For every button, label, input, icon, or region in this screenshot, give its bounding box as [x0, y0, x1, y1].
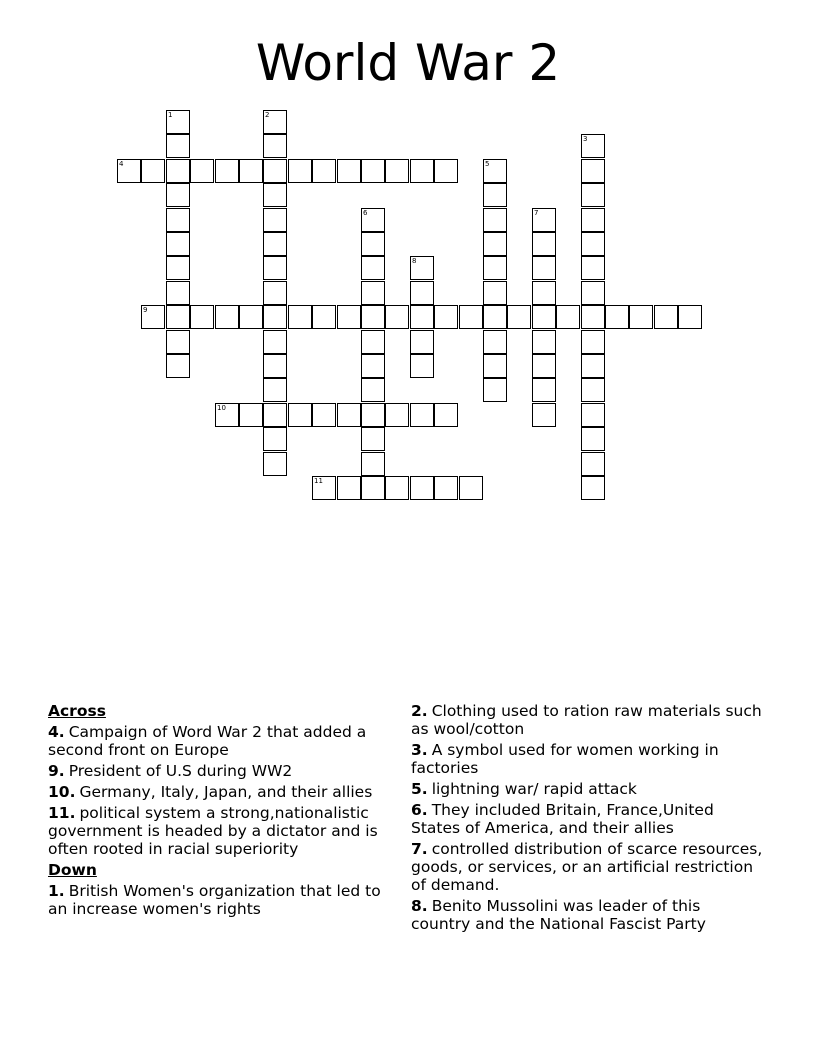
clue-down-8 — [411, 897, 763, 933]
grid-cell[interactable] — [532, 208, 556, 232]
grid-cell[interactable] — [166, 183, 190, 207]
grid-cell[interactable] — [483, 183, 507, 207]
cell-number: 11 — [314, 477, 323, 485]
grid-cell[interactable] — [166, 208, 190, 232]
clue-text: Campaign of Word War 2 that added a second front on Europe — [48, 723, 367, 759]
cell-number: 10 — [217, 404, 226, 412]
grid-cell[interactable] — [581, 281, 605, 305]
grid-cell[interactable] — [581, 452, 605, 476]
clue-text: Germany, Italy, Japan, and their allies — [79, 783, 373, 801]
grid-cell[interactable] — [263, 208, 287, 232]
grid-cell[interactable] — [263, 378, 287, 402]
grid-cell[interactable] — [483, 330, 507, 354]
grid-cell[interactable] — [629, 305, 653, 329]
grid-cell[interactable] — [385, 305, 409, 329]
grid-cell[interactable] — [581, 159, 605, 183]
clue-number: 9. — [48, 762, 65, 780]
cell-number: 1 — [168, 111, 173, 119]
clue-text: A symbol used for women working in factories — [411, 741, 719, 777]
grid-cell[interactable] — [581, 305, 605, 329]
grid-cell[interactable] — [312, 403, 336, 427]
clue-number: 8. — [411, 897, 428, 915]
grid-cell[interactable] — [532, 232, 556, 256]
grid-cell[interactable] — [483, 305, 507, 329]
grid-cell[interactable] — [263, 281, 287, 305]
grid-cell[interactable] — [215, 305, 239, 329]
grid-cell[interactable] — [532, 256, 556, 280]
grid-cell[interactable] — [532, 281, 556, 305]
grid-cell[interactable] — [117, 159, 141, 183]
grid-cell[interactable] — [361, 256, 385, 280]
grid-cell[interactable] — [581, 256, 605, 280]
cell-number: 4 — [119, 160, 124, 168]
grid-cell[interactable] — [581, 427, 605, 451]
grid-cell[interactable] — [361, 476, 385, 500]
clue-text: Benito Mussolini was leader of this country and the National Fascist Party — [411, 897, 706, 933]
grid-cell[interactable] — [581, 378, 605, 402]
grid-cell[interactable] — [532, 330, 556, 354]
clue-text: political system a strong,nationalistic government is headed by a dictator and is often rooted in racial superiority — [48, 804, 378, 858]
grid-cell[interactable] — [532, 305, 556, 329]
clue-across-10 — [48, 783, 404, 801]
grid-cell[interactable] — [581, 476, 605, 500]
grid-cell[interactable] — [263, 159, 287, 183]
grid-cell[interactable] — [361, 330, 385, 354]
clue-text: They included Britain, France,United States of America, and their allies — [411, 801, 714, 837]
grid-cell[interactable] — [239, 305, 263, 329]
grid-cell[interactable] — [459, 305, 483, 329]
grid-cell[interactable] — [215, 403, 239, 427]
clue-number: 2. — [411, 702, 428, 720]
grid-cell[interactable] — [483, 354, 507, 378]
grid-cell[interactable] — [361, 403, 385, 427]
grid-cell[interactable] — [361, 354, 385, 378]
grid-cell[interactable] — [166, 134, 190, 158]
grid-cell[interactable] — [385, 159, 409, 183]
grid-cell[interactable] — [605, 305, 629, 329]
grid-cell[interactable] — [288, 305, 312, 329]
grid-cell[interactable] — [166, 281, 190, 305]
grid-cell[interactable] — [410, 256, 434, 280]
grid-cell[interactable] — [556, 305, 580, 329]
grid-cell[interactable] — [166, 354, 190, 378]
cell-number: 5 — [485, 160, 490, 168]
grid-cell[interactable] — [337, 476, 361, 500]
clues-left-column — [48, 702, 404, 921]
clue-across-4 — [48, 723, 404, 759]
grid-cell[interactable] — [263, 256, 287, 280]
grid-cell[interactable] — [361, 281, 385, 305]
clue-number: 5. — [411, 780, 428, 798]
clue-number: 3. — [411, 741, 428, 759]
grid-cell[interactable] — [654, 305, 678, 329]
grid-cell[interactable] — [361, 232, 385, 256]
grid-cell[interactable] — [263, 427, 287, 451]
clue-number: 11. — [48, 804, 76, 822]
grid-cell[interactable] — [581, 330, 605, 354]
grid-cell[interactable] — [581, 183, 605, 207]
grid-cell[interactable] — [410, 403, 434, 427]
grid-cell[interactable] — [166, 159, 190, 183]
across-heading: Across — [48, 702, 106, 720]
clue-across-9 — [48, 762, 404, 780]
grid-cell[interactable] — [166, 305, 190, 329]
grid-cell[interactable] — [239, 403, 263, 427]
grid-cell[interactable] — [483, 378, 507, 402]
grid-cell[interactable] — [483, 232, 507, 256]
clue-number: 4. — [48, 723, 65, 741]
grid-cell[interactable] — [263, 330, 287, 354]
grid-cell[interactable] — [263, 452, 287, 476]
grid-cell[interactable] — [385, 403, 409, 427]
grid-cell[interactable] — [215, 159, 239, 183]
clue-down-3 — [411, 741, 763, 777]
grid-cell[interactable] — [263, 134, 287, 158]
cell-number: 7 — [534, 209, 539, 217]
grid-cell[interactable] — [166, 232, 190, 256]
cell-number: 3 — [583, 135, 588, 143]
grid-cell[interactable] — [581, 232, 605, 256]
grid-cell[interactable] — [337, 305, 361, 329]
grid-cell[interactable] — [166, 110, 190, 134]
grid-cell[interactable] — [312, 159, 336, 183]
grid-cell[interactable] — [190, 159, 214, 183]
clue-number: 1. — [48, 882, 65, 900]
grid-cell[interactable] — [581, 403, 605, 427]
grid-cell[interactable] — [239, 159, 263, 183]
grid-cell[interactable] — [312, 476, 336, 500]
grid-cell[interactable] — [434, 403, 458, 427]
clue-down-6 — [411, 801, 763, 837]
clue-text: President of U.S during WW2 — [68, 762, 293, 780]
grid-cell[interactable] — [678, 305, 702, 329]
grid-cell[interactable] — [263, 403, 287, 427]
grid-cell[interactable] — [532, 354, 556, 378]
down-heading: Down — [48, 861, 97, 879]
grid-cell[interactable] — [581, 134, 605, 158]
grid-cell[interactable] — [434, 305, 458, 329]
grid-cell[interactable] — [166, 330, 190, 354]
grid-cell[interactable] — [532, 378, 556, 402]
grid-cell[interactable] — [410, 281, 434, 305]
clue-number: 7. — [411, 840, 428, 858]
grid-cell[interactable] — [288, 159, 312, 183]
grid-cell[interactable] — [288, 403, 312, 427]
clue-down-5 — [411, 780, 763, 798]
grid-cell[interactable] — [190, 305, 214, 329]
grid-cell[interactable] — [410, 159, 434, 183]
grid-cell[interactable] — [361, 378, 385, 402]
clues-right-column — [411, 702, 763, 936]
grid-cell[interactable] — [312, 305, 336, 329]
cell-number: 2 — [265, 111, 270, 119]
grid-cell[interactable] — [141, 159, 165, 183]
grid-cell[interactable] — [337, 403, 361, 427]
grid-cell[interactable] — [263, 110, 287, 134]
grid-cell[interactable] — [410, 476, 434, 500]
puzzle-title: World War 2 — [255, 34, 561, 92]
clue-text: Clothing used to ration raw materials such as wool/cotton — [411, 702, 762, 738]
grid-cell[interactable] — [263, 232, 287, 256]
clue-across-11 — [48, 804, 404, 858]
grid-cell[interactable] — [361, 208, 385, 232]
grid-cell[interactable] — [263, 354, 287, 378]
clue-down-7 — [411, 840, 763, 894]
clue-down-1 — [48, 882, 404, 918]
clue-down-2 — [411, 702, 763, 738]
grid-cell[interactable] — [410, 354, 434, 378]
grid-cell[interactable] — [263, 305, 287, 329]
grid-cell[interactable] — [483, 256, 507, 280]
grid-cell[interactable] — [410, 305, 434, 329]
grid-cell[interactable] — [434, 159, 458, 183]
clue-number: 10. — [48, 783, 76, 801]
grid-cell[interactable] — [581, 208, 605, 232]
cell-number: 8 — [412, 257, 417, 265]
grid-cell[interactable] — [410, 330, 434, 354]
grid-cell[interactable] — [361, 427, 385, 451]
grid-cell[interactable] — [483, 159, 507, 183]
grid-cell[interactable] — [166, 256, 190, 280]
grid-cell[interactable] — [581, 354, 605, 378]
grid-cell[interactable] — [532, 403, 556, 427]
clue-text: controlled distribution of scarce resources, goods, or services, or an artificial restriction of demand. — [411, 840, 763, 894]
cell-number: 9 — [143, 306, 148, 314]
clue-text: lightning war/ rapid attack — [431, 780, 637, 798]
grid-cell[interactable] — [507, 305, 531, 329]
grid-cell[interactable] — [483, 208, 507, 232]
grid-cell[interactable] — [459, 476, 483, 500]
grid-cell[interactable] — [434, 476, 458, 500]
clue-number: 6. — [411, 801, 428, 819]
grid-cell[interactable] — [361, 305, 385, 329]
grid-cell[interactable] — [337, 159, 361, 183]
grid-cell[interactable] — [141, 305, 165, 329]
grid-cell[interactable] — [361, 452, 385, 476]
grid-cell[interactable] — [483, 281, 507, 305]
clue-text: British Women's organization that led to an increase women's rights — [48, 882, 381, 918]
grid-cell[interactable] — [263, 183, 287, 207]
grid-cell[interactable] — [361, 159, 385, 183]
grid-cell[interactable] — [385, 476, 409, 500]
cell-number: 6 — [363, 209, 368, 217]
